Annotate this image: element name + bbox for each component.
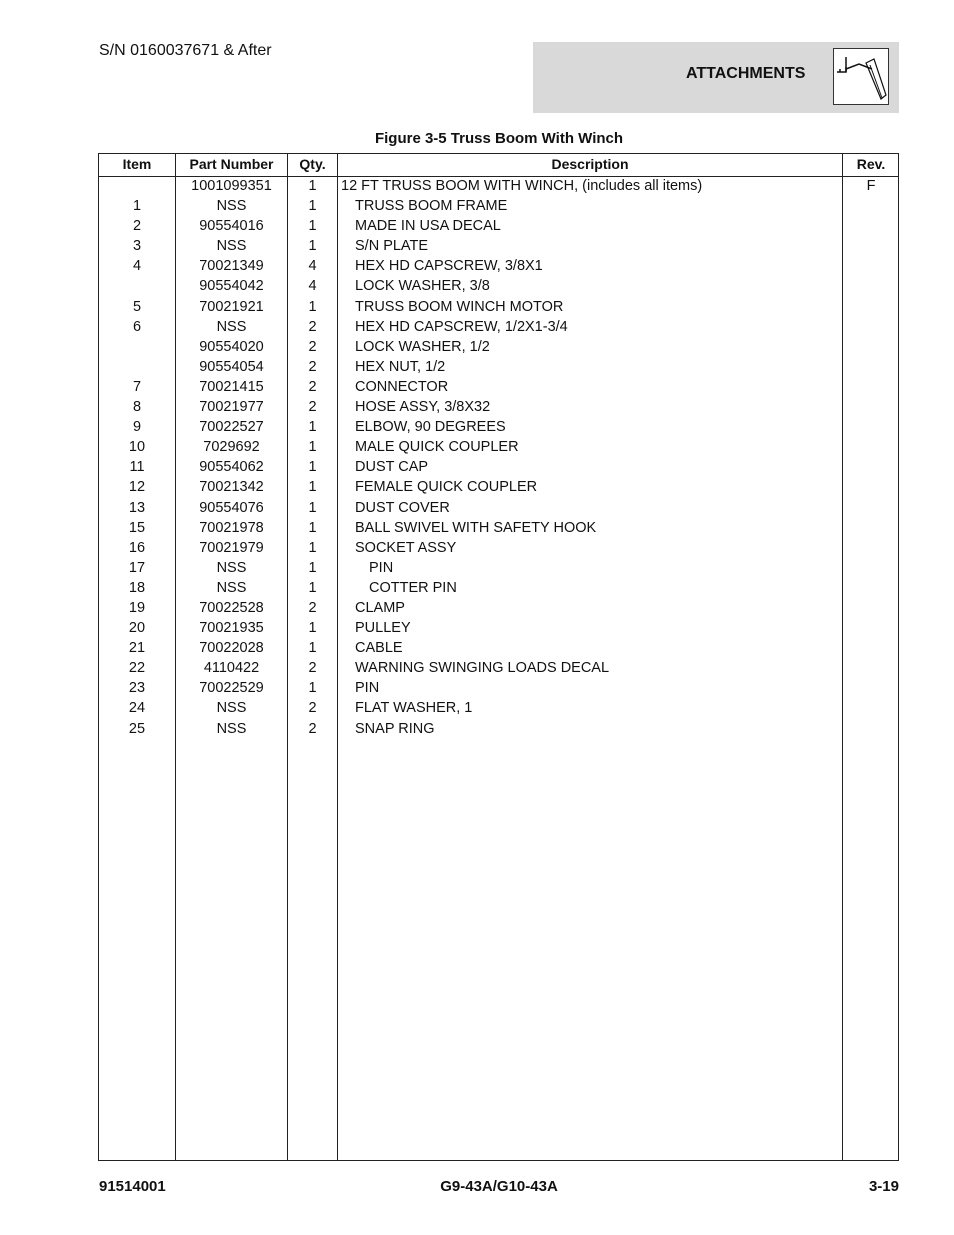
qty-cell: 2 [308,358,317,375]
table-row [99,357,898,377]
qty-cell: 2 [308,599,317,616]
description-cell: TRUSS BOOM WINCH MOTOR [355,298,564,315]
part-number-cell: 70021935 [199,620,264,637]
description-cell: PIN [369,559,394,576]
qty-cell: 1 [308,620,317,637]
qty-cell: 1 [308,680,317,697]
qty-cell: 1 [308,218,317,235]
table-row [99,477,898,497]
table-row [99,498,898,518]
description-cell: HEX HD CAPSCREW, 3/8X1 [355,258,543,275]
qty-cell: 2 [308,338,317,355]
part-number-cell: 70022028 [199,640,264,657]
column-header-part-number: Part Number [189,156,274,172]
part-number-cell: NSS [216,198,247,215]
part-number-cell: NSS [216,238,247,255]
table-row [99,377,898,397]
item-cell: 25 [128,720,146,737]
section-title: ATTACHMENTS [686,65,806,82]
item-cell: 4 [132,258,142,275]
figure-title: Figure 3-5 Truss Boom With Winch [374,130,624,147]
item-cell: 1 [132,198,142,215]
qty-cell: 1 [308,559,317,576]
table-row [99,417,898,437]
part-number-cell: NSS [216,318,247,335]
table-row [99,598,898,618]
item-cell: 7 [132,378,142,395]
description-cell: CONNECTOR [355,378,449,395]
part-number-cell: 70022529 [199,680,264,697]
description-cell: WARNING SWINGING LOADS DECAL [355,660,610,677]
part-number-cell: NSS [216,720,247,737]
qty-cell: 1 [308,238,317,255]
part-number-cell: 90554076 [199,499,264,516]
qty-cell: 1 [308,178,317,194]
part-number-cell: 70021977 [199,399,264,416]
description-cell: FLAT WASHER, 1 [355,700,473,717]
description-cell: DUST CAP [355,459,429,476]
description-cell: MADE IN USA DECAL [355,218,501,235]
item-cell: 15 [128,519,146,536]
qty-cell: 2 [308,660,317,677]
description-cell: DUST COVER [355,499,450,516]
item-cell: 10 [128,439,146,456]
qty-cell: 1 [308,198,317,215]
description-cell: PULLEY [355,620,411,637]
description-cell: TRUSS BOOM FRAME [355,198,508,215]
description-cell: LOCK WASHER, 3/8 [355,278,490,295]
description-cell: PIN [355,680,380,697]
description-cell: FEMALE QUICK COUPLER [355,479,538,496]
part-number-cell: 7029692 [203,439,260,456]
qty-cell: 1 [308,539,317,556]
table-row [99,457,898,477]
description-cell: S/N PLATE [355,238,429,255]
part-number-cell: 70021978 [199,519,264,536]
description-cell: HEX HD CAPSCREW, 1/2X1-3/4 [355,318,568,335]
parts-table [98,153,899,1161]
qty-cell: 1 [308,439,317,456]
item-cell: 20 [128,620,146,637]
item-cell: 16 [128,539,146,556]
item-cell: 22 [128,660,146,677]
part-number-cell: NSS [216,559,247,576]
description-cell: CABLE [355,640,403,657]
part-number-cell: 90554042 [199,278,264,295]
description-cell: ELBOW, 90 DEGREES [355,419,506,436]
table-row [99,558,898,578]
item-cell: 17 [128,559,146,576]
item-cell: 24 [128,700,146,717]
description-cell: COTTER PIN [369,579,457,596]
part-number-cell: 90554054 [199,358,264,375]
part-number-cell: 70021349 [199,258,264,275]
item-cell: 9 [132,419,142,436]
table-row [99,437,898,457]
item-cell: 2 [132,218,142,235]
table-row [99,678,898,698]
table-row [99,698,898,718]
description-cell: 12 FT TRUSS BOOM WITH WINCH, (includes all items) [341,178,703,194]
column-header-qty: Qty. [299,156,326,172]
column-header-description: Description [551,156,629,172]
qty-cell: 2 [308,700,317,717]
table-row [99,578,898,598]
table-row [99,317,898,337]
qty-cell: 2 [308,318,317,335]
table-row [99,337,898,357]
description-cell: LOCK WASHER, 1/2 [355,338,490,355]
item-cell: 3 [132,238,142,255]
part-number-cell: 70021921 [199,298,264,315]
description-cell: SNAP RING [355,720,435,737]
table-row [99,538,898,558]
table-row [99,176,898,196]
model-number: G9-43A/G10-43A [440,1178,558,1195]
item-cell: 19 [128,599,146,616]
item-cell: 11 [129,459,145,476]
description-cell: SOCKET ASSY [355,539,457,556]
item-cell: 23 [128,680,146,697]
qty-cell: 2 [308,720,317,737]
document-number: 91514001 [99,1178,166,1195]
item-cell: 6 [132,318,142,335]
item-cell: 13 [128,499,146,516]
part-number-cell: NSS [216,579,247,596]
part-number-cell: NSS [216,700,247,717]
qty-cell: 1 [308,479,317,496]
qty-cell: 1 [308,298,317,315]
table-row [99,256,898,276]
qty-cell: 1 [308,419,317,436]
table-row [99,276,898,296]
part-number-cell: 90554020 [199,338,264,355]
part-number-cell: 4110422 [203,660,260,677]
truss-boom-winch-icon [833,48,889,105]
serial-number: S/N 0160037671 & After [99,42,272,59]
table-row [99,216,898,236]
rev-cell: F [866,178,876,194]
description-cell: HOSE ASSY, 3/8X32 [355,399,491,416]
part-number-cell: 70021342 [199,479,264,496]
column-header-rev: Rev. [856,156,886,172]
part-number-cell: 70021979 [199,539,264,556]
table-row [99,196,898,216]
description-cell: MALE QUICK COUPLER [355,439,519,456]
qty-cell: 1 [308,499,317,516]
table-row [99,719,898,739]
table-row [99,658,898,678]
table-body [99,176,898,739]
part-number-cell: 70022528 [199,599,264,616]
page-number: 3-19 [868,1178,899,1195]
qty-cell: 1 [308,579,317,596]
qty-cell: 1 [308,459,317,476]
table-row [99,397,898,417]
table-row [99,236,898,256]
part-number-cell: 70022527 [199,419,264,436]
qty-cell: 1 [308,519,317,536]
part-number-cell: 90554016 [199,218,264,235]
table-row [99,518,898,538]
table-row [99,297,898,317]
qty-cell: 1 [308,640,317,657]
qty-cell: 2 [308,378,317,395]
item-cell: 18 [128,579,146,596]
description-cell: HEX NUT, 1/2 [355,358,446,375]
item-cell: 12 [128,479,146,496]
qty-cell: 4 [308,258,317,275]
description-cell: BALL SWIVEL WITH SAFETY HOOK [355,519,597,536]
qty-cell: 2 [308,399,317,416]
part-number-cell: 70021415 [199,378,264,395]
part-number-cell: 1001099351 [191,178,272,194]
item-cell: 5 [132,298,142,315]
item-cell: 21 [128,640,146,657]
description-cell: CLAMP [355,599,405,616]
part-number-cell: 90554062 [199,459,264,476]
item-cell: 8 [132,399,142,416]
column-header-item: Item [122,156,152,172]
table-row [99,618,898,638]
table-row [99,638,898,658]
qty-cell: 4 [308,278,317,295]
